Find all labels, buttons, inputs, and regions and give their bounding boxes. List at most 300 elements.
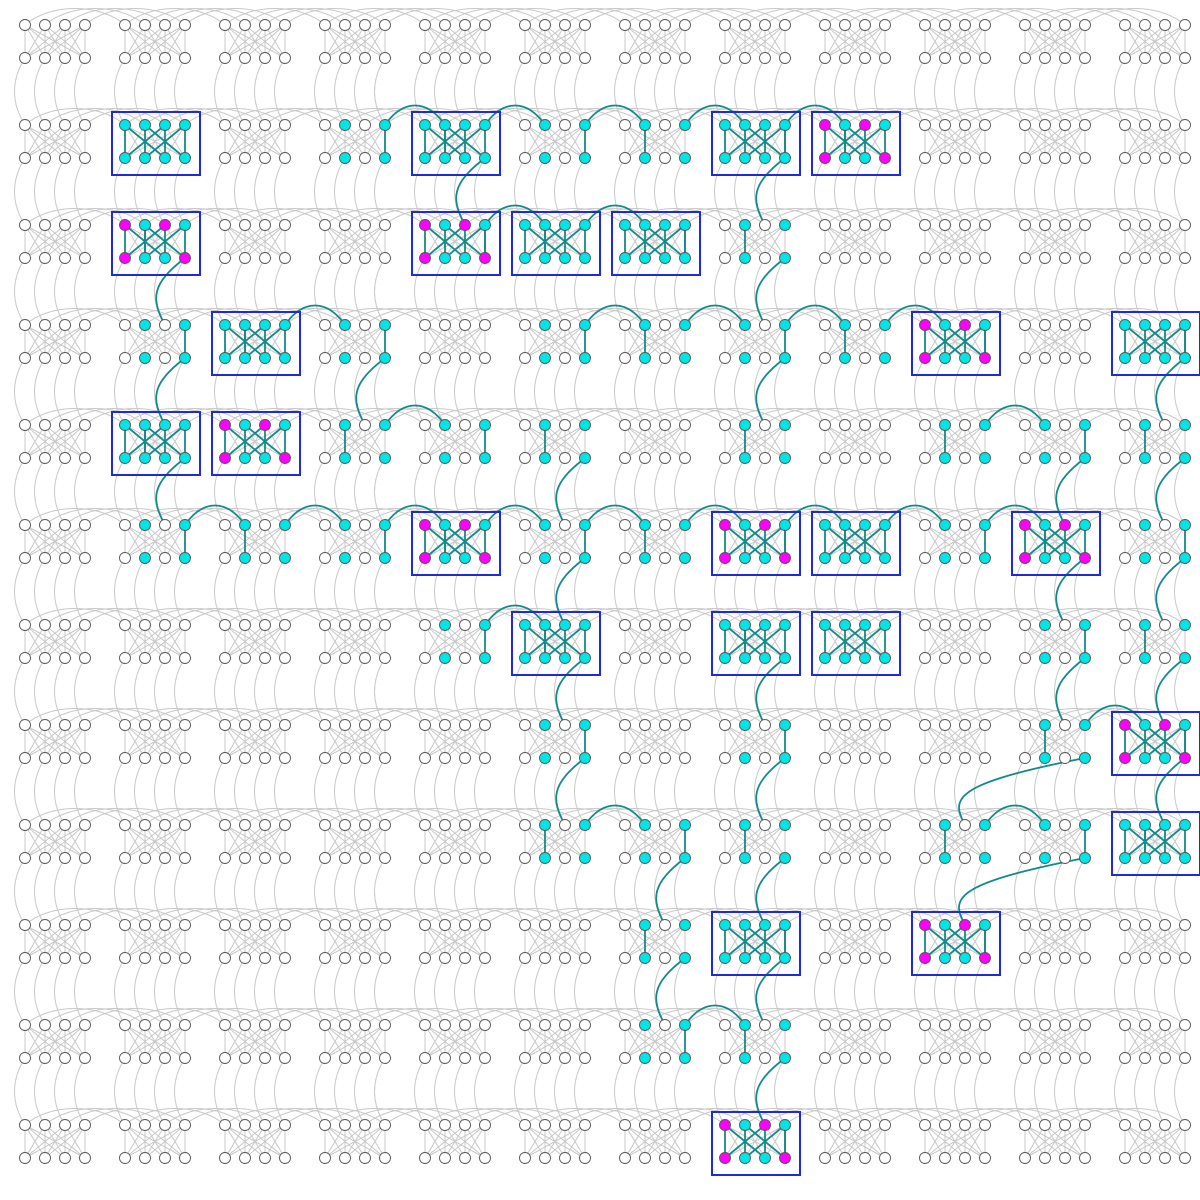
qubit-node [380, 753, 391, 764]
special-qubit-node [1060, 520, 1071, 531]
qubit-node [180, 1053, 191, 1064]
qubit-node [380, 1020, 391, 1031]
qubit-node [140, 953, 151, 964]
qubit-node [120, 320, 131, 331]
qubit-node [480, 353, 491, 364]
qubit-node [840, 753, 851, 764]
qubit-node [840, 1153, 851, 1164]
qubit-node [460, 453, 471, 464]
qubit-node [520, 320, 531, 331]
active-qubit-node [820, 620, 831, 631]
active-qubit-node [340, 120, 351, 131]
active-qubit-node [880, 520, 891, 531]
coupler-edge [15, 758, 26, 825]
coupler-edge [1135, 958, 1146, 1025]
qubit-node [180, 20, 191, 31]
qubit-node [660, 453, 671, 464]
qubit-node [1060, 1153, 1071, 1164]
qubit-node [820, 953, 831, 964]
qubit-node [120, 920, 131, 931]
qubit-node [880, 920, 891, 931]
coupler-edge [215, 58, 226, 125]
qubit-node [540, 1120, 551, 1131]
qubit-node [20, 453, 31, 464]
qubit-node [720, 320, 731, 331]
qubit-node [140, 1153, 151, 1164]
coupler-edge [715, 758, 726, 825]
qubit-node [40, 720, 51, 731]
qubit-node [460, 1153, 471, 1164]
qubit-node [1160, 1053, 1171, 1064]
special-qubit-node [420, 553, 431, 564]
active-qubit-node [780, 853, 791, 864]
active-qubit-node [440, 520, 451, 531]
qubit-node [1060, 820, 1071, 831]
qubit-node [680, 1153, 691, 1164]
active-qubit-node [860, 553, 871, 564]
qubit-node [660, 520, 671, 531]
qubit-node [680, 653, 691, 664]
qubit-node [880, 53, 891, 64]
qubit-node [160, 20, 171, 31]
qubit-node [120, 53, 131, 64]
qubit-node [760, 820, 771, 831]
qubit-node [1160, 1020, 1171, 1031]
qubit-node [1020, 720, 1031, 731]
qubit-node [760, 720, 771, 731]
active-qubit-node [440, 220, 451, 231]
qubit-node [820, 53, 831, 64]
active-qubit-node [1140, 453, 1151, 464]
qubit-node [1080, 220, 1091, 231]
active-qubit-node [180, 553, 191, 564]
qubit-node [960, 120, 971, 131]
active-qubit-node [440, 120, 451, 131]
qubit-node [1060, 1020, 1071, 1031]
qubit-node [180, 620, 191, 631]
qubit-node [60, 453, 71, 464]
active-qubit-node [540, 753, 551, 764]
coupler-edge [1015, 358, 1026, 425]
qubit-node [460, 1053, 471, 1064]
qubit-node [460, 720, 471, 731]
qubit-node [440, 1153, 451, 1164]
qubit-node [160, 720, 171, 731]
coupler-edge [1135, 58, 1146, 125]
qubit-node [20, 520, 31, 531]
active-qubit-node [1120, 820, 1131, 831]
qubit-node [1140, 1020, 1151, 1031]
active-qubit-node [740, 520, 751, 531]
qubit-node [520, 820, 531, 831]
active-qubit-node [580, 753, 591, 764]
active-qubit-node [280, 420, 291, 431]
qubit-node [660, 920, 671, 931]
coupler-edge [615, 358, 626, 425]
active-qubit-node [780, 1120, 791, 1131]
qubit-node [320, 820, 331, 831]
active-qubit-node [880, 320, 891, 331]
qubit-node [660, 20, 671, 31]
qubit-node [1040, 1053, 1051, 1064]
qubit-node [240, 820, 251, 831]
qubit-node [1020, 620, 1031, 631]
qubit-node [360, 1053, 371, 1064]
coupler-edge [915, 758, 926, 825]
coupler-edge [615, 958, 626, 1025]
qubit-node [480, 1020, 491, 1031]
qubit-node [920, 520, 931, 531]
active-qubit-node [340, 420, 351, 431]
coupler-edge [1155, 58, 1166, 125]
qubit-node [480, 1120, 491, 1131]
qubit-node [920, 53, 931, 64]
coupler-edge [815, 958, 826, 1025]
active-qubit-node [1160, 820, 1171, 831]
coupler-edge [1115, 1058, 1126, 1125]
qubit-node [1020, 820, 1031, 831]
active-qubit-node [580, 620, 591, 631]
coupler-edge [615, 1058, 626, 1125]
qubit-node [640, 453, 651, 464]
qubit-node [1160, 1153, 1171, 1164]
coupler-edge [1135, 858, 1146, 925]
chain-edge [1156, 658, 1185, 725]
active-qubit-node [540, 120, 551, 131]
active-qubit-node [860, 620, 871, 631]
active-qubit-node [1080, 520, 1091, 531]
qubit-node [340, 853, 351, 864]
qubit-node [160, 1120, 171, 1131]
qubit-node [320, 553, 331, 564]
coupler-edge [1115, 958, 1126, 1025]
qubit-node [140, 653, 151, 664]
qubit-node [920, 20, 931, 31]
qubit-node [360, 553, 371, 564]
qubit-node [980, 753, 991, 764]
coupler-edge [1115, 658, 1126, 725]
coupler-edge [415, 758, 426, 825]
qubit-node [80, 220, 91, 231]
coupler-edge [715, 658, 726, 725]
qubit-node [840, 820, 851, 831]
active-qubit-node [620, 220, 631, 231]
qubit-node [1080, 920, 1091, 931]
active-qubit-node [640, 553, 651, 564]
qubit-node [520, 453, 531, 464]
coupler-edge [15, 258, 26, 325]
qubit-node [240, 1120, 251, 1131]
qubit-node [960, 453, 971, 464]
active-qubit-node [260, 353, 271, 364]
qubit-node [220, 620, 231, 631]
special-qubit-node [720, 1153, 731, 1164]
qubit-node [780, 53, 791, 64]
qubit-node [180, 920, 191, 931]
qubit-node [240, 853, 251, 864]
qubit-node [280, 20, 291, 31]
active-qubit-node [180, 153, 191, 164]
qubit-node [520, 520, 531, 531]
qubit-node [960, 753, 971, 764]
qubit-node [1040, 120, 1051, 131]
qubit-node [320, 920, 331, 931]
active-qubit-node [780, 753, 791, 764]
active-qubit-node [740, 753, 751, 764]
active-qubit-node [1040, 853, 1051, 864]
qubit-node [1060, 1053, 1071, 1064]
qubit-node [560, 720, 571, 731]
qubit-node [520, 1153, 531, 1164]
qubit-node [980, 653, 991, 664]
qubit-node [1160, 253, 1171, 264]
active-qubit-node [1080, 453, 1091, 464]
qubit-node [860, 353, 871, 364]
active-qubit-node [120, 420, 131, 431]
coupler-edge [815, 258, 826, 325]
qubit-node [20, 220, 31, 231]
active-qubit-node [1180, 420, 1191, 431]
active-qubit-node [480, 120, 491, 131]
qubit-node [860, 320, 871, 331]
qubit-node [720, 353, 731, 364]
qubit-node [640, 720, 651, 731]
qubit-node [480, 920, 491, 931]
special-qubit-node [960, 320, 971, 331]
qubit-node [60, 1153, 71, 1164]
active-qubit-node [880, 553, 891, 564]
active-qubit-node [140, 120, 151, 131]
qubit-node [580, 53, 591, 64]
qubit-node [460, 620, 471, 631]
active-qubit-node [580, 720, 591, 731]
qubit-node [660, 953, 671, 964]
qubit-node [60, 720, 71, 731]
qubit-node [20, 420, 31, 431]
qubit-node [1160, 1120, 1171, 1131]
active-qubit-node [620, 253, 631, 264]
qubit-node [1180, 1120, 1191, 1131]
qubit-node [720, 1020, 731, 1031]
qubit-node [860, 453, 871, 464]
qubit-node [760, 1053, 771, 1064]
qubit-node [960, 1020, 971, 1031]
qubit-node [240, 953, 251, 964]
qubit-node [840, 920, 851, 931]
coupler-edge [815, 358, 826, 425]
special-qubit-node [980, 953, 991, 964]
qubit-node [880, 853, 891, 864]
coupler-edge [215, 358, 226, 425]
active-qubit-node [640, 953, 651, 964]
qubit-node [360, 720, 371, 731]
active-qubit-node [180, 520, 191, 531]
qubit-node [220, 753, 231, 764]
qubit-node [480, 1153, 491, 1164]
qubit-node [1180, 953, 1191, 964]
active-qubit-node [180, 320, 191, 331]
coupler-edge [115, 958, 126, 1025]
qubit-node [660, 153, 671, 164]
qubit-node [380, 720, 391, 731]
qubit-node [960, 853, 971, 864]
coupler-edge [115, 158, 126, 225]
qubit-node [140, 1053, 151, 1064]
active-qubit-node [680, 820, 691, 831]
qubit-node [660, 620, 671, 631]
qubit-node [280, 120, 291, 131]
special-qubit-node [820, 120, 831, 131]
qubit-node [340, 620, 351, 631]
coupler-edge [1135, 458, 1146, 525]
qubit-node [620, 1020, 631, 1031]
active-qubit-node [680, 1020, 691, 1031]
active-qubit-node [940, 553, 951, 564]
qubit-node [940, 720, 951, 731]
coupler-edge [715, 458, 726, 525]
active-qubit-node [580, 353, 591, 364]
active-qubit-node [820, 653, 831, 664]
qubit-node [1060, 220, 1071, 231]
special-qubit-node [420, 220, 431, 231]
qubit-node [920, 120, 931, 131]
qubit-node [640, 653, 651, 664]
active-qubit-node [340, 553, 351, 564]
qubit-node [260, 1153, 271, 1164]
qubit-node [1060, 753, 1071, 764]
qubit-node [420, 20, 431, 31]
active-qubit-node [680, 153, 691, 164]
coupler-edge [1155, 1058, 1166, 1125]
active-qubit-node [640, 320, 651, 331]
active-qubit-node [640, 920, 651, 931]
qubit-node [320, 153, 331, 164]
qubit-node [40, 953, 51, 964]
qubit-node [820, 720, 831, 731]
coupler-edge [1155, 158, 1166, 225]
coupler-edge [415, 658, 426, 725]
qubit-node [1160, 553, 1171, 564]
active-qubit-node [880, 620, 891, 631]
qubit-node [1060, 920, 1071, 931]
active-qubit-node [720, 153, 731, 164]
qubit-node [280, 153, 291, 164]
coupler-edge [1115, 158, 1126, 225]
qubit-node [620, 53, 631, 64]
qubit-node [620, 20, 631, 31]
qubit-node [20, 1120, 31, 1131]
qubit-node [880, 820, 891, 831]
active-qubit-node [860, 520, 871, 531]
qubit-node [960, 153, 971, 164]
active-qubit-node [180, 453, 191, 464]
qubit-node [220, 120, 231, 131]
qubit-node [1140, 1120, 1151, 1131]
active-qubit-node [880, 653, 891, 664]
qubit-node [1020, 753, 1031, 764]
qubit-node [1180, 1053, 1191, 1064]
active-qubit-node [1040, 620, 1051, 631]
qubit-node [360, 953, 371, 964]
active-qubit-node [580, 853, 591, 864]
qubit-node [340, 20, 351, 31]
qubit-node [60, 1053, 71, 1064]
qubit-node [40, 120, 51, 131]
qubit-node [180, 53, 191, 64]
active-qubit-node [640, 153, 651, 164]
qubit-node [160, 1153, 171, 1164]
qubit-node [160, 753, 171, 764]
qubit-node [120, 953, 131, 964]
qubit-node [220, 20, 231, 31]
qubit-node [1140, 920, 1151, 931]
active-qubit-node [760, 120, 771, 131]
qubit-node [860, 820, 871, 831]
qubit-node [620, 953, 631, 964]
qubit-node [260, 220, 271, 231]
active-qubit-node [760, 920, 771, 931]
qubit-node [520, 1120, 531, 1131]
qubit-node [960, 1053, 971, 1064]
qubit-node [160, 1020, 171, 1031]
qubit-node [660, 1120, 671, 1131]
active-qubit-node [260, 320, 271, 331]
active-qubit-node [460, 120, 471, 131]
coupler-edge [515, 1058, 526, 1125]
qubit-node [60, 20, 71, 31]
qubit-node [520, 153, 531, 164]
qubit-node [560, 553, 571, 564]
qubit-node [460, 753, 471, 764]
qubit-node [820, 320, 831, 331]
qubit-node [240, 120, 251, 131]
coupler-edge [315, 358, 326, 425]
coupler-edge [1135, 558, 1146, 625]
active-qubit-node [640, 820, 651, 831]
qubit-node [560, 120, 571, 131]
qubit-node [1040, 153, 1051, 164]
active-qubit-node [280, 520, 291, 531]
active-qubit-node [140, 520, 151, 531]
qubit-node [520, 953, 531, 964]
active-qubit-node [340, 153, 351, 164]
active-qubit-node [680, 953, 691, 964]
special-qubit-node [1020, 520, 1031, 531]
coupler-edge [115, 658, 126, 725]
active-qubit-node [740, 220, 751, 231]
qubit-node [660, 1153, 671, 1164]
qubit-node [160, 320, 171, 331]
active-qubit-node [860, 653, 871, 664]
qubit-node [1180, 220, 1191, 231]
qubit-node [560, 353, 571, 364]
qubit-node [880, 420, 891, 431]
qubit-node [880, 253, 891, 264]
chain-edge [959, 758, 1085, 825]
qubit-node [260, 820, 271, 831]
qubit-node [860, 920, 871, 931]
qubit-node [980, 1153, 991, 1164]
qubit-node [820, 1120, 831, 1131]
qubit-node [120, 820, 131, 831]
qubit-node [1120, 220, 1131, 231]
qubit-node [320, 853, 331, 864]
active-qubit-node [540, 420, 551, 431]
qubit-node [1040, 1020, 1051, 1031]
qubit-node [380, 53, 391, 64]
qubit-node [140, 920, 151, 931]
qubit-node [960, 1153, 971, 1164]
